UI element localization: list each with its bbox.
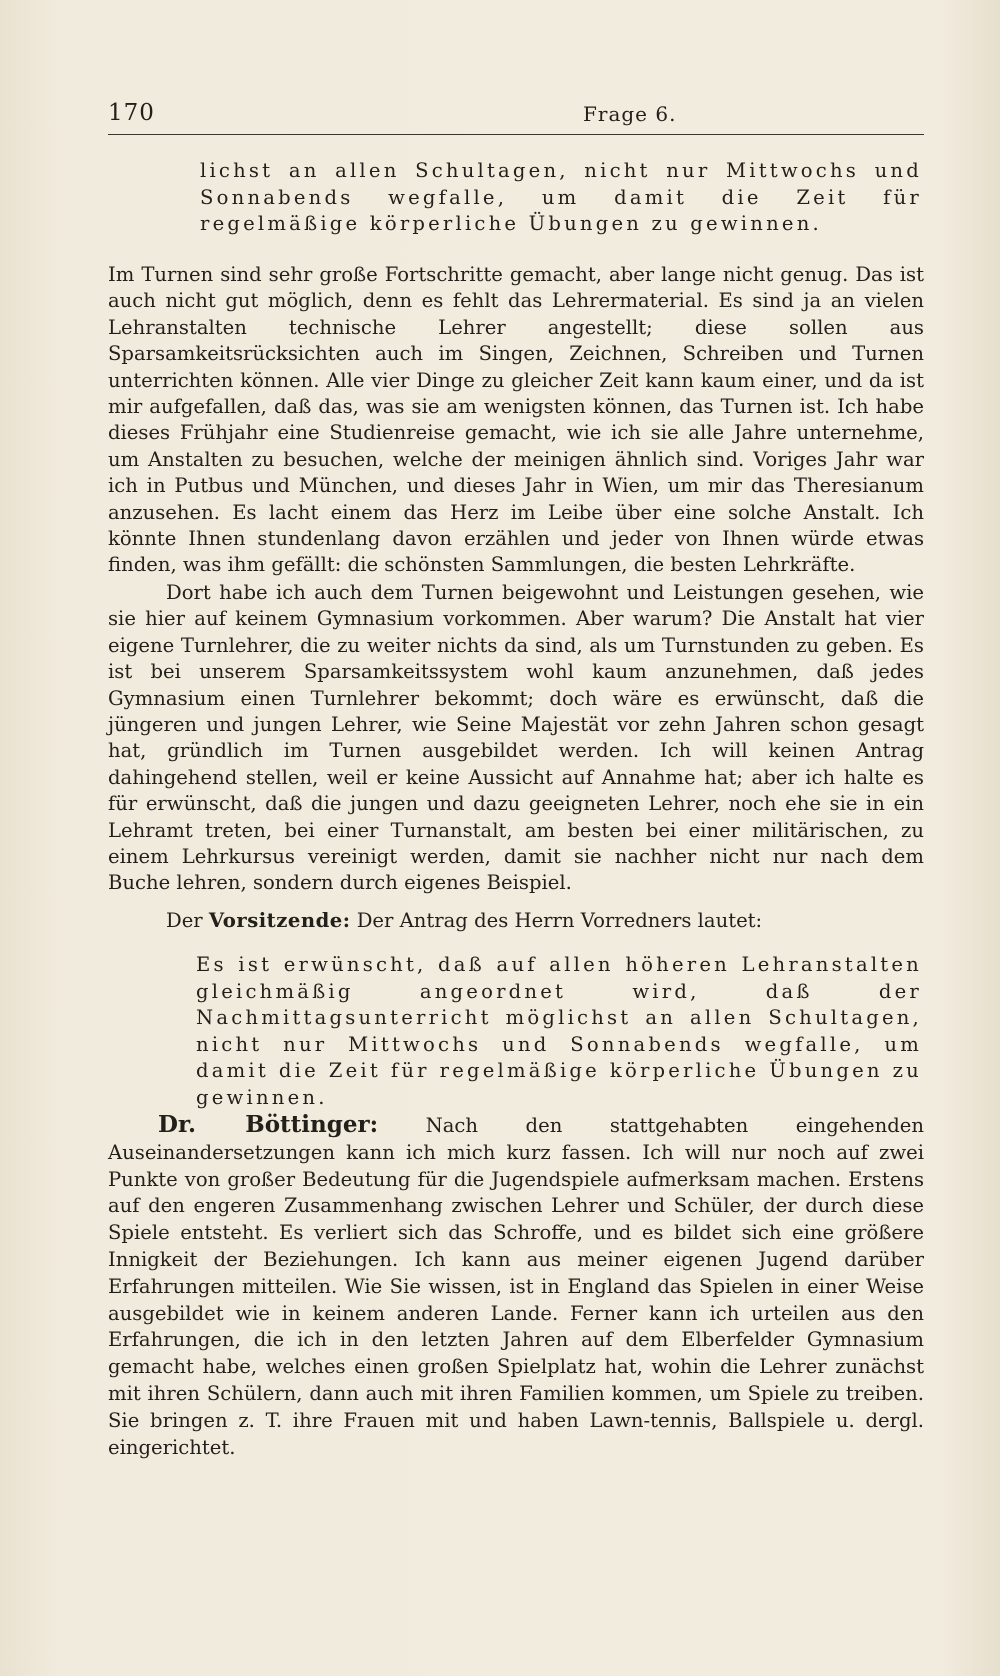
chair-remark <box>166 908 922 934</box>
paragraph-turnen: Im Turnen sind sehr große Fortschritte gemacht, aber lange nicht genug. Das ist auch nicht gut möglich, denn es fehlt das Lehrermaterial. Es sind ja an vielen Lehranstalten technische Lehrer angestellt; diese sollen aus Sparsamkeitsrücksichten auch im Singen, Zeichnen, Schreiben und Turnen unterrichten können. Alle vier Dinge zu gleicher Zeit kann kaum einer, und da ist mir aufgefallen, daß das, was sie am wenigsten können, das Turnen ist. Ich habe dieses Frühjahr eine Studienreise gemacht, wie ich sie alle Jahre unternehme, um Anstalten zu besuchen, welche der meinigen ähnlich sind. Voriges Jahr war ich in Putbus und München, und dieses Jahr in Wien, um mir das Theresianum anzusehen. Es lacht einem das Herz im Leibe über eine solche Anstalt. Ich könnte Ihnen stundenlang davon erzählen und jeder von Ihnen würde etwas finden, was ihm gefällt: die schönsten Sammlungen, die besten Lehrkräfte. <box>108 263 924 577</box>
boettinger-text: Nach den stattgehabten eingehenden Auseinandersetzungen kann ich mich kurz fassen. Ich will nur noch auf zwei Punkte von großer Bedeutung für die Jugendspiele aufmerksam machen. Erstens auf den engeren Zusammenhang zwischen Lehrer und Schüler, der durch diese Spiele entsteht. Es verliert sich das Schroffe, und es bildet sich eine größere Innigkeit der Beziehungen. Ich kann aus meiner eigenen Jugend darüber Erfahrungen mitteilen. Wie Sie wissen, ist in England das Spielen in einer Weise ausgebildet wie in keinem anderen Lande. Ferner kann ich urteilen aus den Erfahrungen, die ich in den letzten Jahren auf dem Elberfelder Gymnasium gemacht habe, welches einen großen Spielplatz hat, wohin die Lehrer zunächst mit ihren Schülern, dann auch mit ihren Familien kommen, um Spiele zu treiben. Sie bringen z. T. ihre Frauen mit und haben Lawn-tennis, Ballspiele u. dergl. eingerichtet. <box>108 1114 924 1459</box>
page-header <box>108 100 924 132</box>
motion-text: Es ist erwünscht, daß auf allen höheren Lehranstalten gleichmäßig angeordnet wird, daß der Nachmittagsunterricht möglichst an allen Schultagen, nicht nur Mittwochs und Sonnabends wegfalle, um damit die Zeit für regelmäßige körperliche Übungen zu gewinnen. <box>196 953 922 1109</box>
chair-statement: Der Antrag des Herrn Vorredners lautet: <box>356 909 763 932</box>
boettinger-speaker: Dr. Böttinger: <box>158 1111 379 1138</box>
quote-continuation: lichst an allen Schultagen, nicht nur Mittwochs und Sonnabends wegfalle, um damit die Zeit für regelmäßige körperliche Übungen zu gewinnen. <box>200 159 922 235</box>
chair-speaker: Vorsitzende: <box>208 909 351 932</box>
header-rule <box>108 134 924 135</box>
boettinger-statement <box>108 1112 924 1461</box>
running-title: Frage 6. <box>583 102 677 126</box>
chair-prefix: Der <box>166 909 203 932</box>
page-number: 170 <box>108 100 155 126</box>
paragraph-theresianum: Dort habe ich auch dem Turnen beigewohnt und Leistungen gesehen, wie sie hier auf keinem Gymnasium vorkommen. Aber warum? Die Anstalt hat vier eigene Turnlehrer, die zu weiter nichts da sind, als um Turnstunden zu geben. Es ist bei unserem Sparsamkeitssystem wohl kaum anzunehmen, daß jedes Gymnasium einen Turnlehrer bekommt; doch wäre es erwünscht, daß die jüngeren und jungen Lehrer, wie Seine Majestät vor zehn Jahren schon gesagt hat, gründlich im Turnen ausgebildet werden. Ich will keinen Antrag dahingehend stellen, weil er keine Aussicht auf Annahme hat; aber ich halte es für erwünscht, daß die jungen und dazu geeigneten Lehrer, noch ehe sie in ein Lehramt treten, bei einer Turnanstalt, am besten bei einer militärischen, zu einem Lehrkursus vereinigt werden, damit sie nachher nicht nur nach dem Buche lehren, sondern durch eigenes Beispiel. <box>108 581 924 895</box>
